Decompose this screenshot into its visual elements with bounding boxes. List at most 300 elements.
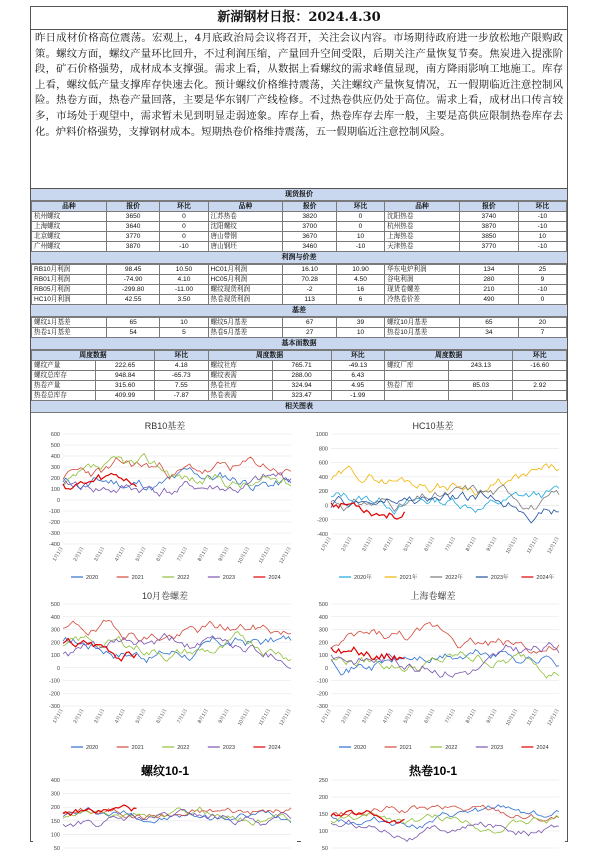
table-cell: 热卷5月基差	[208, 328, 283, 338]
series-line	[331, 486, 559, 514]
x-tick-label: 10月1日	[236, 546, 252, 565]
table-cell: 热卷现货利润	[208, 295, 283, 305]
table-cell: -7.87	[155, 391, 209, 401]
y-tick-label: 400	[318, 474, 328, 481]
table-header-cell: 环比	[331, 351, 385, 361]
table-cell: 天津热卷	[385, 242, 460, 252]
table-cell: 948.84	[96, 371, 155, 381]
legend-label: 2020	[86, 575, 99, 581]
table-header-cell: 周度数据	[385, 351, 513, 361]
y-tick-label: 100	[318, 829, 328, 835]
y-tick-label: 50	[321, 846, 328, 852]
table-cell: 螺纹产量	[32, 361, 96, 371]
table-cell: 北京螺纹	[32, 232, 107, 242]
table-cell: 113	[283, 295, 337, 305]
y-tick-label: -200	[316, 517, 328, 524]
x-tick-label: 5月1日	[402, 536, 416, 553]
table-row	[32, 232, 567, 242]
x-tick-label: 7月1日	[444, 536, 458, 553]
table-row	[32, 318, 567, 328]
table-cell: -74.90	[106, 275, 160, 285]
table-cell: 3770	[459, 242, 518, 252]
chart-title: 热卷10-1	[408, 764, 458, 778]
table-row	[32, 381, 567, 391]
x-tick-label: 1月1日	[319, 536, 333, 553]
chart-rb10-basis	[33, 416, 297, 584]
table-cell: 10	[336, 232, 384, 242]
series-line	[331, 805, 559, 829]
table-cell: 热卷表需	[208, 391, 272, 401]
table-cell: 杭州热卷	[385, 222, 460, 232]
table-cell: 10	[518, 232, 566, 242]
series-line	[331, 491, 559, 523]
table-cell: 20	[518, 318, 566, 328]
table-cell: 65	[106, 318, 160, 328]
series-line	[331, 503, 405, 519]
table-header-cell: 周度数据	[32, 351, 155, 361]
y-tick-label: 150	[50, 818, 60, 825]
table-cell: -10	[518, 212, 566, 222]
basis-table	[31, 317, 567, 338]
y-tick-label: 500	[50, 443, 60, 449]
x-tick-label: 4月1日	[113, 546, 127, 563]
x-tick-label: 3月1日	[93, 546, 107, 563]
table-cell: -10	[518, 242, 566, 252]
legend-label: 2023	[490, 745, 504, 751]
y-tick-label: 500	[50, 602, 60, 608]
table-cell: 2.92	[513, 381, 567, 391]
spot-section-title: 现货报价	[31, 189, 567, 201]
table-cell: 3820	[283, 212, 337, 222]
table-row	[32, 242, 567, 252]
chart-10-coil-rebar-spread	[33, 586, 297, 754]
y-tick-label: 0	[56, 498, 60, 504]
table-row	[32, 275, 567, 285]
table-cell: 0	[518, 295, 566, 305]
table-row	[32, 212, 567, 222]
table-cell: 10.50	[160, 265, 208, 275]
y-tick-label: 200	[318, 795, 328, 801]
y-tick-label: 300	[50, 465, 60, 471]
chart-hc10-basis	[301, 416, 565, 584]
y-tick-label: 200	[318, 640, 328, 647]
y-tick-label: 0	[324, 665, 328, 672]
table-cell: RB10月利润	[32, 265, 107, 275]
charts-section-title: 相关图表	[31, 401, 567, 413]
x-tick-label: 1月1日	[319, 708, 333, 725]
y-tick-label: 200	[50, 640, 60, 647]
table-cell: 螺纹5月基差	[208, 318, 283, 328]
x-tick-label: 2月1日	[72, 546, 86, 563]
x-tick-label: 8月1日	[196, 708, 210, 725]
table-header-cell: 环比	[513, 351, 567, 361]
x-tick-label: 12月1日	[278, 546, 293, 565]
y-tick-label: -300	[316, 704, 328, 710]
legend-label: 2020年	[354, 575, 372, 581]
chart-rebar-10-1	[33, 758, 297, 852]
table-cell: 9	[518, 275, 566, 285]
table-cell: 上海螺纹	[32, 222, 107, 232]
table-cell: 222.65	[96, 361, 155, 371]
x-tick-label: 4月1日	[381, 536, 395, 553]
table-cell: 热卷10月基差	[385, 328, 460, 338]
table-cell: 江苏热卷	[208, 212, 283, 222]
y-tick-label: 0	[324, 503, 328, 510]
table-header-cell: 环比	[336, 202, 384, 212]
table-cell: 沈阳螺纹	[208, 222, 283, 232]
x-tick-label: 6月1日	[155, 546, 169, 563]
table-cell: 324.94	[272, 381, 331, 391]
y-tick-label: -200	[48, 520, 60, 526]
series-line	[331, 813, 559, 833]
table-cell: 0	[160, 232, 208, 242]
table-cell: 3670	[283, 232, 337, 242]
table-cell: 3870	[106, 242, 160, 252]
y-tick-label: -100	[48, 678, 60, 685]
table-cell: -10	[336, 242, 384, 252]
x-tick-label: 5月1日	[134, 708, 148, 725]
table-cell: 42.55	[106, 295, 160, 305]
table-cell: 4.10	[160, 275, 208, 285]
summary-paragraph: 昨日成材价格高位震荡。宏观上，4月底政治局会议将召开，关注会议内容。市场期待政府进一步放松地产限购政策。螺纹方面，螺纹产量环比回升，不过利润压缩，产量回升空间受限，后期关注产量恢复节奏。焦炭进入提涨阶段，矿石价格强势，成材成本支撑强。需求上看，从数据上看螺纹的需求峰值显现，南方降雨影响工地施工。库存上看，螺纹低产量支撑库存快速去化。预计螺纹价格维持震荡，关注螺纹产量恢复情况，五一假期临近注意控制风险。热卷方面，热卷产量回落，主要是华东钢厂产线检修。不过热卷供应仍处于高位。需求上看，成材出口传言较多，市场处于观望中，需求暂未见到明显走弱迹象。库存上看，热卷库存去库一般，主要是高供应限制热卷库存去化。炉料价格强势，支撑钢材成本。短期热卷价格维持震荡，五一假期临近注意控制风险。	[31, 30, 567, 189]
table-cell: -299.80	[106, 285, 160, 295]
table-cell: 85.03	[449, 381, 513, 391]
x-tick-label: 8月1日	[196, 546, 210, 563]
table-cell: 67	[283, 318, 337, 328]
x-tick-label: 6月1日	[423, 708, 437, 725]
table-header-cell: 报价	[459, 202, 518, 212]
series-line	[63, 632, 291, 662]
table-cell: 25	[518, 265, 566, 275]
y-tick-label: 400	[318, 614, 328, 621]
x-tick-label: 9月1日	[217, 708, 231, 725]
table-cell: 54	[106, 328, 160, 338]
basis-section-title: 基差	[31, 305, 567, 317]
table-header-cell: 报价	[106, 202, 160, 212]
table-cell: 6.43	[331, 371, 385, 381]
x-tick-label: 4月1日	[113, 708, 127, 725]
y-tick-label: 100	[50, 487, 60, 493]
table-cell: 0	[160, 222, 208, 232]
x-tick-label: 8月1日	[464, 708, 478, 725]
x-tick-label: 3月1日	[361, 708, 375, 725]
x-tick-label: 11月1日	[257, 708, 273, 727]
table-header-cell: 品种	[208, 202, 283, 212]
table-cell: 98.45	[106, 265, 160, 275]
table-cell: 409.99	[96, 391, 155, 401]
chart-title: 上海卷螺差	[410, 591, 456, 601]
table-cell: 0	[336, 222, 384, 232]
table-cell: -16.60	[513, 361, 567, 371]
table-header-cell: 环比	[518, 202, 566, 212]
y-tick-label: 100	[50, 653, 60, 659]
y-tick-label: 300	[50, 791, 60, 798]
table-cell: 39	[336, 318, 384, 328]
y-tick-label: -400	[48, 542, 60, 548]
table-cell: 螺纹厂库	[385, 361, 449, 371]
x-tick-label: 3月1日	[93, 708, 107, 725]
table-cell: 3770	[106, 232, 160, 242]
x-tick-label: 1月1日	[51, 708, 65, 725]
table-cell	[385, 391, 449, 401]
table-row	[32, 265, 567, 275]
chart-hrc-10-1	[301, 758, 565, 852]
table-cell: 广州螺纹	[32, 242, 107, 252]
table-cell: 3.50	[160, 295, 208, 305]
table-cell: 4.18	[155, 361, 209, 371]
table-cell: 4.95	[331, 381, 385, 391]
table-cell: 288.00	[272, 371, 331, 381]
legend-label: 2024	[268, 575, 281, 581]
table-cell: -2	[283, 285, 337, 295]
series-line	[63, 807, 291, 825]
table-cell: 沈阳热卷	[385, 212, 460, 222]
table-cell	[385, 371, 449, 381]
table-row	[32, 328, 567, 338]
table-cell: 0	[336, 212, 384, 222]
table-cell: RB01月利润	[32, 275, 107, 285]
x-tick-label: 11月1日	[257, 546, 273, 565]
table-cell: 10	[336, 328, 384, 338]
legend-label: 2022	[177, 575, 190, 581]
table-cell: 唐山带钢	[208, 232, 283, 242]
table-cell: 134	[459, 265, 518, 275]
table-cell: 10	[160, 318, 208, 328]
table-cell	[449, 371, 513, 381]
table-header-cell: 周度数据	[208, 351, 331, 361]
table-cell: 杭州螺纹	[32, 212, 107, 222]
table-cell: 螺纹社库	[208, 361, 272, 371]
x-tick-label: 12月1日	[546, 536, 561, 555]
table-cell: 70.28	[283, 275, 337, 285]
chart-title: 10月卷螺差	[141, 591, 188, 601]
table-cell: 3650	[106, 212, 160, 222]
legend-label: 2021	[399, 745, 412, 751]
table-row	[32, 222, 567, 232]
series-line	[63, 620, 291, 641]
series-line	[63, 473, 137, 489]
chart-title: 螺纹10-1	[140, 764, 190, 778]
spot-table	[31, 201, 567, 252]
table-cell: 3700	[283, 222, 337, 232]
y-tick-label: 100	[318, 653, 328, 659]
report-page	[30, 6, 568, 852]
x-tick-label: 2月1日	[340, 536, 354, 553]
y-tick-label: 400	[50, 454, 60, 460]
table-cell: 3640	[106, 222, 160, 232]
table-cell: 16.10	[283, 265, 337, 275]
legend-label: 2020	[86, 745, 99, 751]
x-tick-label: 3月1日	[361, 536, 375, 553]
table-cell: 3850	[459, 232, 518, 242]
series-line	[331, 485, 559, 511]
x-tick-label: 10月1日	[504, 536, 520, 555]
legend-label: 2023	[222, 745, 236, 751]
table-header-cell: 品种	[32, 202, 107, 212]
table-cell: 7.55	[155, 381, 209, 391]
table-cell: 6	[336, 295, 384, 305]
table-cell: 27	[283, 328, 337, 338]
charts-area	[31, 416, 567, 856]
table-header-cell: 品种	[385, 202, 460, 212]
legend-label: 2023年	[490, 575, 509, 581]
legend-label: 2021	[131, 745, 144, 751]
table-cell: 热卷社库	[208, 381, 272, 391]
y-tick-label: -300	[48, 531, 60, 537]
table-row	[32, 295, 567, 305]
table-cell: -65.73	[155, 371, 209, 381]
table-cell: HC01月利润	[208, 265, 283, 275]
table-cell: 3460	[283, 242, 337, 252]
legend-label: 2021	[131, 575, 144, 581]
table-row	[32, 285, 567, 295]
x-tick-label: 11月1日	[525, 708, 541, 727]
x-tick-label: 5月1日	[134, 546, 148, 563]
x-tick-label: 2月1日	[340, 708, 354, 725]
x-tick-label: 8月1日	[464, 536, 478, 553]
table-cell: 热卷总库存	[32, 391, 96, 401]
x-tick-label: 11月1日	[525, 536, 541, 555]
x-tick-label: 7月1日	[176, 708, 190, 725]
table-cell: 5	[160, 328, 208, 338]
table-cell	[513, 391, 567, 401]
y-tick-label: 400	[50, 778, 60, 784]
x-tick-label: 10月1日	[504, 708, 520, 727]
legend-label: 2024	[536, 745, 549, 751]
y-tick-label: 600	[50, 432, 60, 438]
legend-label: 2022	[445, 745, 458, 751]
table-cell: 210	[459, 285, 518, 295]
series-line	[63, 634, 291, 669]
table-cell: 热卷产量	[32, 381, 96, 391]
table-row	[32, 371, 567, 381]
table-cell: 34	[459, 328, 518, 338]
table-cell: -10	[518, 285, 566, 295]
x-tick-label: 6月1日	[423, 536, 437, 553]
table-cell: -1.99	[331, 391, 385, 401]
y-tick-label: -300	[48, 704, 60, 710]
y-tick-label: 200	[50, 805, 60, 812]
legend-label: 2023	[222, 575, 236, 581]
y-tick-label: 100	[50, 832, 60, 839]
table-cell: 243.13	[449, 361, 513, 371]
y-tick-label: 250	[318, 778, 328, 784]
profit-table	[31, 264, 567, 305]
table-header-cell: 环比	[160, 202, 208, 212]
table-cell: 冷热卷价差	[385, 295, 460, 305]
table-cell: 现货卷螺差	[385, 285, 460, 295]
x-tick-label: 9月1日	[485, 708, 499, 725]
table-cell: 螺纹1月基差	[32, 318, 107, 328]
legend-label: 2021年	[399, 575, 418, 581]
y-tick-label: -400	[316, 532, 328, 538]
table-cell: -11.00	[160, 285, 208, 295]
y-tick-label: 400	[50, 614, 60, 621]
x-tick-label: 1月1日	[51, 546, 65, 563]
series-line	[331, 464, 559, 496]
chart-title: HC10基差	[412, 421, 454, 431]
table-cell: 7	[518, 328, 566, 338]
table-cell: 323.47	[272, 391, 331, 401]
profit-section-title: 利润与价差	[31, 252, 567, 264]
x-tick-label: 6月1日	[155, 708, 169, 725]
y-tick-label: 300	[50, 627, 60, 634]
table-header-cell: 报价	[283, 202, 337, 212]
table-cell: 螺纹表需	[208, 371, 272, 381]
legend-label: 2024	[268, 745, 281, 751]
y-tick-label: 150	[318, 812, 328, 818]
legend-label: 2022	[177, 745, 190, 751]
y-tick-label: 300	[318, 627, 328, 634]
y-tick-label: 50	[53, 846, 60, 852]
y-tick-label: 1000	[315, 432, 328, 438]
table-cell: 16	[336, 285, 384, 295]
table-cell: 谷电利润	[385, 275, 460, 285]
y-tick-label: 600	[318, 460, 328, 467]
table-cell: 280	[459, 275, 518, 285]
table-cell: -10	[160, 242, 208, 252]
x-tick-label: 7月1日	[176, 546, 190, 563]
table-cell: 4.50	[336, 275, 384, 285]
y-tick-label: -200	[48, 691, 60, 698]
table-header-cell: 环比	[155, 351, 209, 361]
x-tick-label: 9月1日	[217, 546, 231, 563]
table-cell: RB05月利润	[32, 285, 107, 295]
table-cell: 唐山钢坯	[208, 242, 283, 252]
table-row	[32, 361, 567, 371]
y-tick-label: 0	[56, 665, 60, 672]
x-tick-label: 12月1日	[278, 708, 293, 727]
report-title: 新湖钢材日报：2024.4.30	[31, 7, 567, 30]
table-cell: 490	[459, 295, 518, 305]
table-cell: 3870	[459, 222, 518, 232]
x-tick-label: 4月1日	[381, 708, 395, 725]
y-tick-label: 200	[318, 489, 328, 496]
table-cell: 3740	[459, 212, 518, 222]
y-tick-label: 500	[318, 602, 328, 608]
table-row	[32, 391, 567, 401]
legend-label: 2020	[354, 745, 367, 751]
y-tick-label: 200	[50, 476, 60, 482]
x-tick-label: 2月1日	[72, 708, 86, 725]
y-tick-label: -100	[316, 678, 328, 685]
table-cell: 华东电炉利润	[385, 265, 460, 275]
chart-title: RB10基差	[144, 421, 186, 431]
x-tick-label: 9月1日	[485, 536, 499, 553]
chart-shanghai-coil-rebar-spread	[301, 586, 565, 754]
table-cell: 螺纹总库存	[32, 371, 96, 381]
x-tick-label: 7月1日	[444, 708, 458, 725]
legend-label: 2022年	[445, 575, 463, 581]
fundamental-section-title: 基本面数据	[31, 338, 567, 350]
table-cell: 螺纹10月基差	[385, 318, 460, 328]
x-tick-label: 10月1日	[236, 708, 252, 727]
fundamental-table	[31, 350, 567, 401]
series-line	[331, 623, 559, 654]
y-tick-label: -100	[48, 509, 60, 515]
table-cell: 65	[459, 318, 518, 328]
table-cell: -49.13	[331, 361, 385, 371]
table-cell: 765.71	[272, 361, 331, 371]
table-cell: 上海热卷	[385, 232, 460, 242]
table-cell: HC10月利润	[32, 295, 107, 305]
x-tick-label: 5月1日	[402, 708, 416, 725]
table-cell: 热卷厂库	[385, 381, 449, 391]
table-cell: HC05月利润	[208, 275, 283, 285]
table-cell	[513, 371, 567, 381]
table-cell: 热卷1月基差	[32, 328, 107, 338]
table-cell: -10	[518, 222, 566, 232]
